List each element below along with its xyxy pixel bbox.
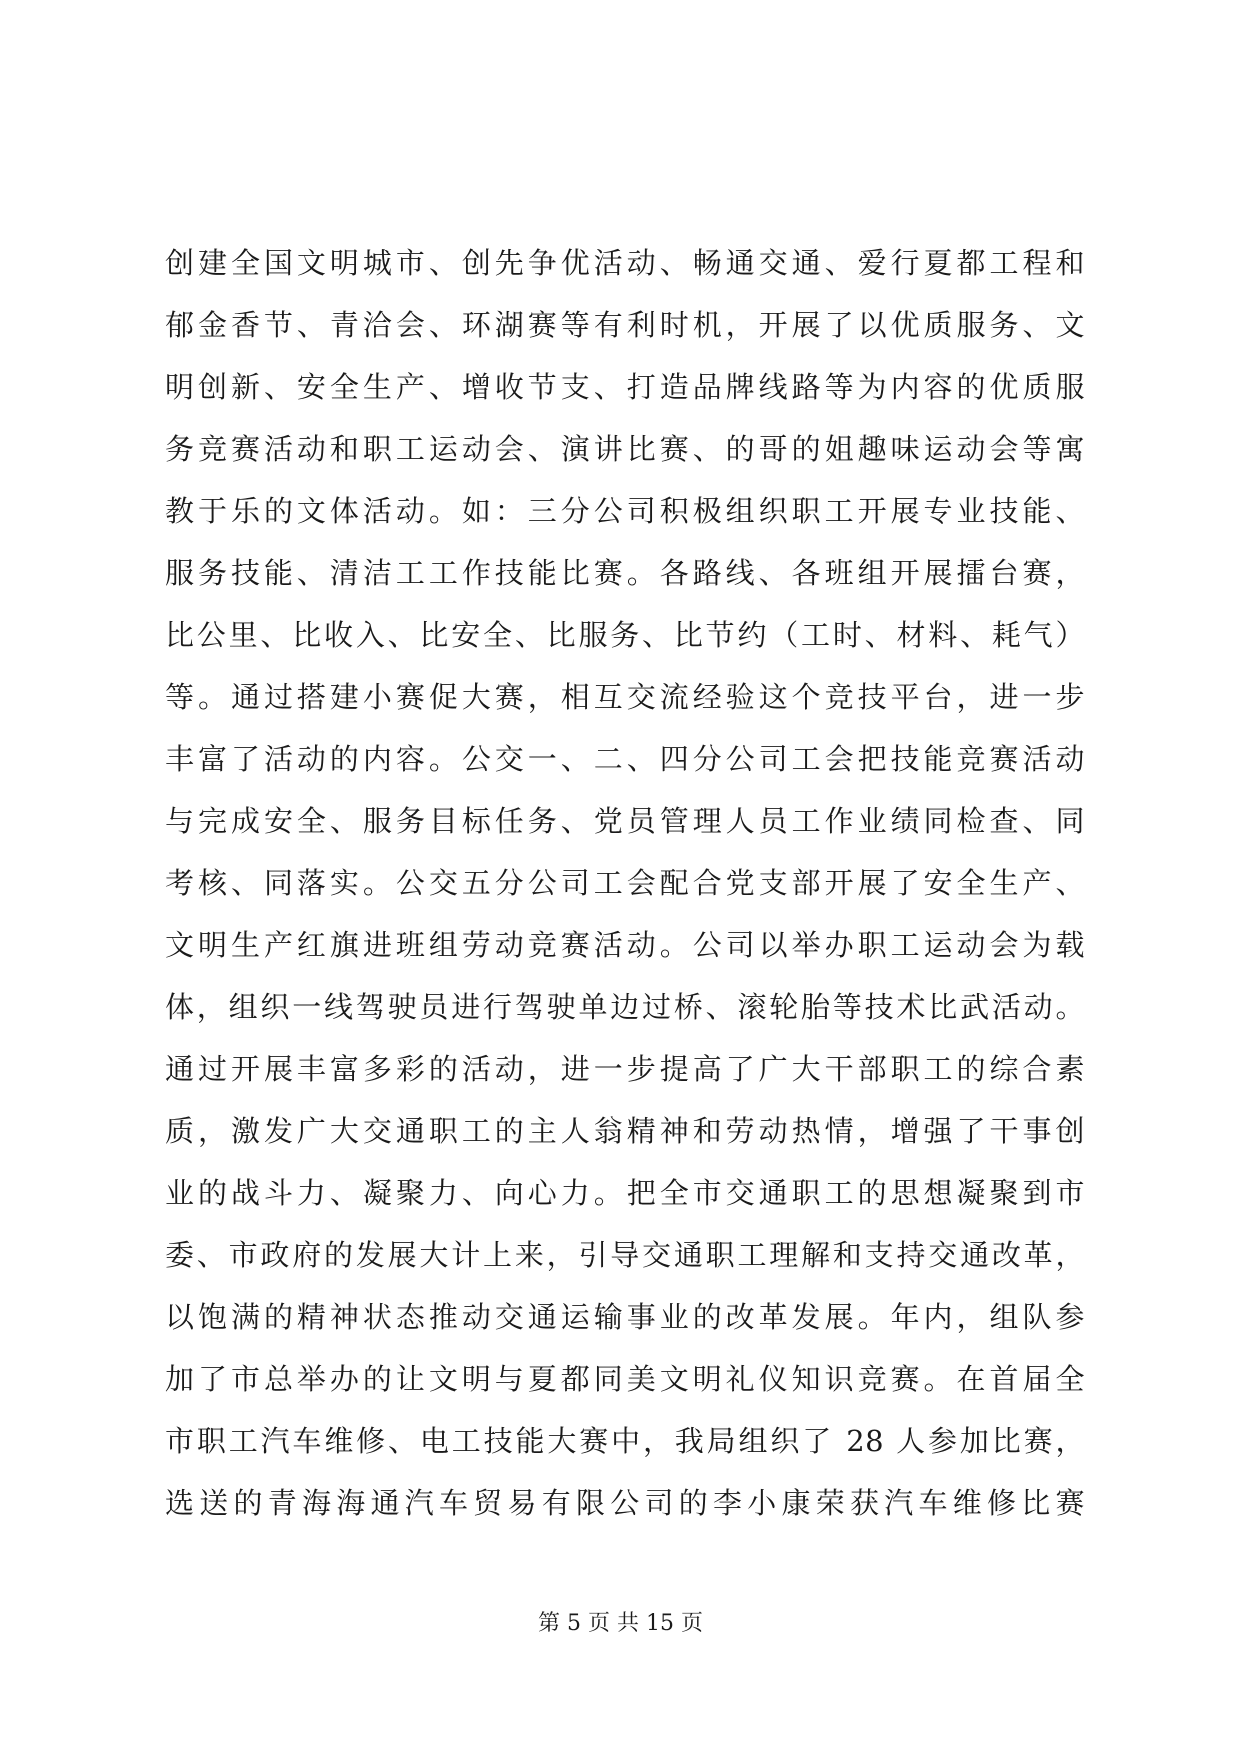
text-line: 业的战斗力、凝聚力、向心力。把全市交通职工的思想凝聚到市: [165, 1176, 1085, 1210]
text-line: 比公里、比收入、比安全、比服务、比节约（工时、材料、耗气）: [165, 618, 1085, 652]
text-line: 与完成安全、服务目标任务、党员管理人员工作业绩同检查、同: [165, 804, 1085, 838]
text-line: 郁金香节、青洽会、环湖赛等有利时机，开展了以优质服务、文: [165, 308, 1085, 342]
text-line: 务竞赛活动和职工运动会、演讲比赛、的哥的姐趣味运动会等寓: [165, 432, 1085, 466]
text-line: 教于乐的文体活动。如：三分公司积极组织职工开展专业技能、: [165, 494, 1085, 528]
text-line: 质，激发广大交通职工的主人翁精神和劳动热情，增强了干事创: [165, 1114, 1085, 1148]
text-line: 体，组织一线驾驶员进行驾驶单边过桥、滚轮胎等技术比武活动。: [165, 990, 1085, 1024]
text-line: 以饱满的精神状态推动交通运输事业的改革发展。年内，组队参: [165, 1300, 1085, 1334]
text-line: 选送的青海海通汽车贸易有限公司的李小康荣获汽车维修比赛: [165, 1486, 1085, 1520]
text-line: 文明生产红旗进班组劳动竞赛活动。公司以举办职工运动会为载: [165, 928, 1085, 962]
text-line: 委、市政府的发展大计上来，引导交通职工理解和支持交通改革，: [165, 1238, 1085, 1272]
body-text: [165, 232, 1085, 1534]
text-line: 丰富了活动的内容。公交一、二、四分公司工会把技能竞赛活动: [165, 742, 1085, 776]
text-line: 等。通过搭建小赛促大赛，相互交流经验这个竞技平台，进一步: [165, 680, 1085, 714]
text-line: 服务技能、清洁工工作技能比赛。各路线、各班组开展擂台赛，: [165, 556, 1085, 590]
text-line: 市职工汽车维修、电工技能大赛中，我局组织了 28 人参加比赛，: [165, 1424, 1085, 1458]
text-line: 加了市总举办的让文明与夏都同美文明礼仪知识竞赛。在首届全: [165, 1362, 1085, 1396]
page-footer: 第 5 页 共 15 页: [538, 1611, 703, 1636]
text-line: 明创新、安全生产、增收节支、打造品牌线路等为内容的优质服: [165, 370, 1085, 404]
text-line: 考核、同落实。公交五分公司工会配合党支部开展了安全生产、: [165, 866, 1085, 900]
text-line: 通过开展丰富多彩的活动，进一步提高了广大干部职工的综合素: [165, 1052, 1085, 1086]
text-line: 创建全国文明城市、创先争优活动、畅通交通、爱行夏都工程和: [165, 246, 1085, 280]
